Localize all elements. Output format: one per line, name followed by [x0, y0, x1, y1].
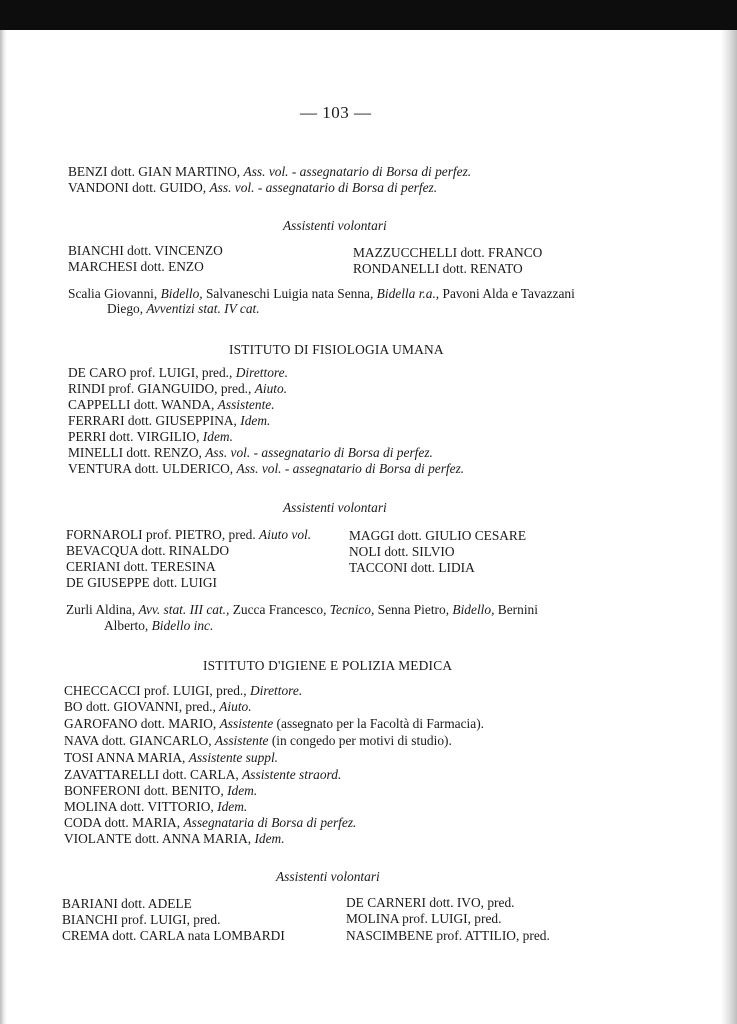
staff-role: Bidello inc. — [151, 618, 214, 633]
person-role: Assistente — [214, 733, 269, 748]
person-name: FERRARI dott. GIUSEPPINA, — [68, 413, 237, 428]
vol-right-row: NOLI dott. SILVIO — [349, 544, 455, 559]
person-name: BO dott. GIOVANNI, pred., — [64, 699, 216, 714]
person-name: BONFERONI dott. BENITO, — [64, 783, 224, 798]
person-name: VANDONI dott. GUIDO, — [68, 180, 207, 195]
staff-row — [64, 716, 484, 732]
person-name: DE CARO prof. LUIGI, pred., — [68, 365, 233, 380]
staff-row — [64, 767, 341, 783]
vol-left-2: MARCHESI dott. ENZO — [68, 259, 204, 274]
vol-right-2: RONDANELLI dott. RENATO — [353, 261, 523, 276]
staff-role: Avventizi stat. IV cat. — [146, 301, 260, 316]
person-name: VENTURA dott. ULDERICO, — [68, 461, 234, 476]
vol-left-row: DE GIUSEPPE dott. LUIGI — [66, 575, 218, 590]
person-role: Aiuto vol. — [259, 527, 312, 542]
staff-row — [68, 461, 464, 477]
staff-row — [64, 783, 257, 799]
staff-text: Zurli Aldina, — [66, 602, 139, 617]
person-role: Assistente. — [217, 397, 275, 412]
person-role: Direttore. — [235, 365, 288, 380]
person-role: Idem. — [227, 783, 258, 798]
person-name: MOLINA dott. VITTORIO, — [64, 799, 214, 814]
scan-right-edge — [721, 30, 737, 1024]
staff-row — [64, 831, 285, 847]
vol-left-row: BEVACQUA dott. RINALDO — [66, 543, 230, 558]
vol-left-row: CERIANI dott. TERESINA — [66, 559, 216, 574]
staff-row — [68, 413, 270, 429]
person-role: Aiuto. — [254, 381, 288, 396]
staff-role: Bidella r.a., — [376, 286, 440, 301]
person-role: Idem. — [217, 799, 248, 814]
vol-left-row: CREMA dott. CARLA nata LOMBARDI — [62, 928, 285, 943]
person-name: NAVA dott. GIANCARLO, — [64, 733, 212, 748]
staff-row — [64, 683, 302, 699]
person-role: Assegnataria di Borsa di perfez. — [183, 815, 357, 830]
section-heading-volontari-2: Assistenti volontari — [283, 500, 387, 515]
staff-role: Bidello, — [160, 286, 203, 301]
staff-row — [64, 699, 252, 715]
vol-right-row: MAGGI dott. GIULIO CESARE — [349, 528, 527, 543]
section-heading-volontari-3: Assistenti volontari — [276, 869, 380, 884]
person-name: BENZI dott. GIAN MARTINO, — [68, 164, 241, 179]
person-name: PERRI dott. VIRGILIO, — [68, 429, 200, 444]
person-role: Idem. — [254, 831, 285, 846]
person-role: Idem. — [240, 413, 271, 428]
vol-right-row: TACCONI dott. LIDIA — [349, 560, 475, 575]
staff-text: Pavoni Alda e Tavazzani — [439, 286, 575, 301]
person-name: ZAVATTARELLI dott. CARLA, — [64, 767, 239, 782]
person-role: Aiuto. — [219, 699, 252, 714]
staff-row — [64, 750, 278, 766]
vol-left-row: BARIANI dott. ADELE — [62, 896, 192, 911]
scan-left-edge — [0, 30, 7, 1024]
staff-row — [64, 733, 452, 749]
staff-row — [68, 365, 288, 381]
vol-left-row: BIANCHI prof. LUIGI, pred. — [62, 912, 221, 927]
vol-right-row: MOLINA prof. LUIGI, pred. — [346, 911, 502, 926]
staff-text: Alberto, — [104, 618, 152, 633]
vol-right-row: DE CARNERI dott. IVO, pred. — [346, 895, 515, 910]
person-name: CODA dott. MARIA, — [64, 815, 181, 830]
person-note: (assegnato per la Facoltà di Farmacia). — [273, 716, 485, 731]
staff-row — [68, 445, 433, 461]
person-role: Ass. vol. - assegnatario di Borsa di perfez. — [209, 180, 438, 195]
person-role: Ass. vol. - assegnatario di Borsa di perfez. — [205, 445, 433, 460]
person-role: Assistente straord. — [242, 767, 342, 782]
vol-left-1: BIANCHI dott. VINCENZO — [68, 243, 223, 258]
staff-paragraph-1-line-1 — [68, 286, 575, 302]
staff-row — [68, 429, 233, 445]
entry-vandoni — [68, 180, 437, 196]
person-role: Idem. — [202, 429, 233, 444]
staff-text: Senna Pietro, — [374, 602, 453, 617]
institute-title-igiene: ISTITUTO D'IGIENE E POLIZIA MEDICA — [203, 658, 453, 673]
person-name: GAROFANO dott. MARIO, — [64, 716, 217, 731]
staff-text: Zucca Francesco, — [229, 602, 330, 617]
staff-text: Scalia Giovanni, — [68, 286, 161, 301]
staff-role: Avv. stat. III cat., — [138, 602, 230, 617]
staff-text: Diego, — [107, 301, 147, 316]
person-role: Assistente suppl. — [188, 750, 279, 765]
vol-right-1: MAZZUCCHELLI dott. FRANCO — [353, 245, 543, 260]
person-name: RINDI prof. GIANGUIDO, pred., — [68, 381, 252, 396]
staff-row — [68, 397, 275, 413]
person-name: CAPPELLI dott. WANDA, — [68, 397, 215, 412]
person-name: MINELLI dott. RENZO, — [68, 445, 202, 460]
person-role: Ass. vol. - assegnatario di Borsa di perfez. — [236, 461, 465, 476]
person-name: CHECCACCI prof. LUIGI, pred., — [64, 683, 247, 698]
person-name: VIOLANTE dott. ANNA MARIA, — [64, 831, 252, 846]
staff-role: Bidello, — [452, 602, 495, 617]
staff-row — [68, 381, 287, 397]
staff-paragraph-2-line-1 — [66, 602, 538, 618]
person-name: FORNAROLI prof. PIETRO, pred. — [66, 527, 256, 542]
section-heading-volontari-1: Assistenti volontari — [283, 218, 387, 233]
staff-text: Salvaneschi Luigia nata Senna, — [202, 286, 377, 301]
person-role: Assistente — [219, 716, 274, 731]
staff-role: Tecnico, — [329, 602, 375, 617]
page-number: — 103 — — [300, 103, 372, 122]
institute-title-fisiologia: ISTITUTO DI FISIOLOGIA UMANA — [229, 342, 444, 357]
vol-right-row: NASCIMBENE prof. ATTILIO, pred. — [346, 928, 550, 943]
person-role: Direttore. — [249, 683, 303, 698]
entry-benzi — [68, 164, 471, 180]
person-role: Ass. vol. - assegnatario di Borsa di perfez. — [243, 164, 472, 179]
staff-row — [64, 815, 356, 831]
staff-paragraph-1-line-2 — [107, 301, 260, 317]
person-note: (in congedo per motivi di studio). — [268, 733, 452, 748]
staff-paragraph-2-line-2 — [104, 618, 213, 634]
staff-row — [64, 799, 247, 815]
person-name: TOSI ANNA MARIA, — [64, 750, 186, 765]
staff-text: Bernini — [494, 602, 538, 617]
scan-top-border — [0, 0, 737, 30]
vol-left-row — [66, 527, 311, 543]
